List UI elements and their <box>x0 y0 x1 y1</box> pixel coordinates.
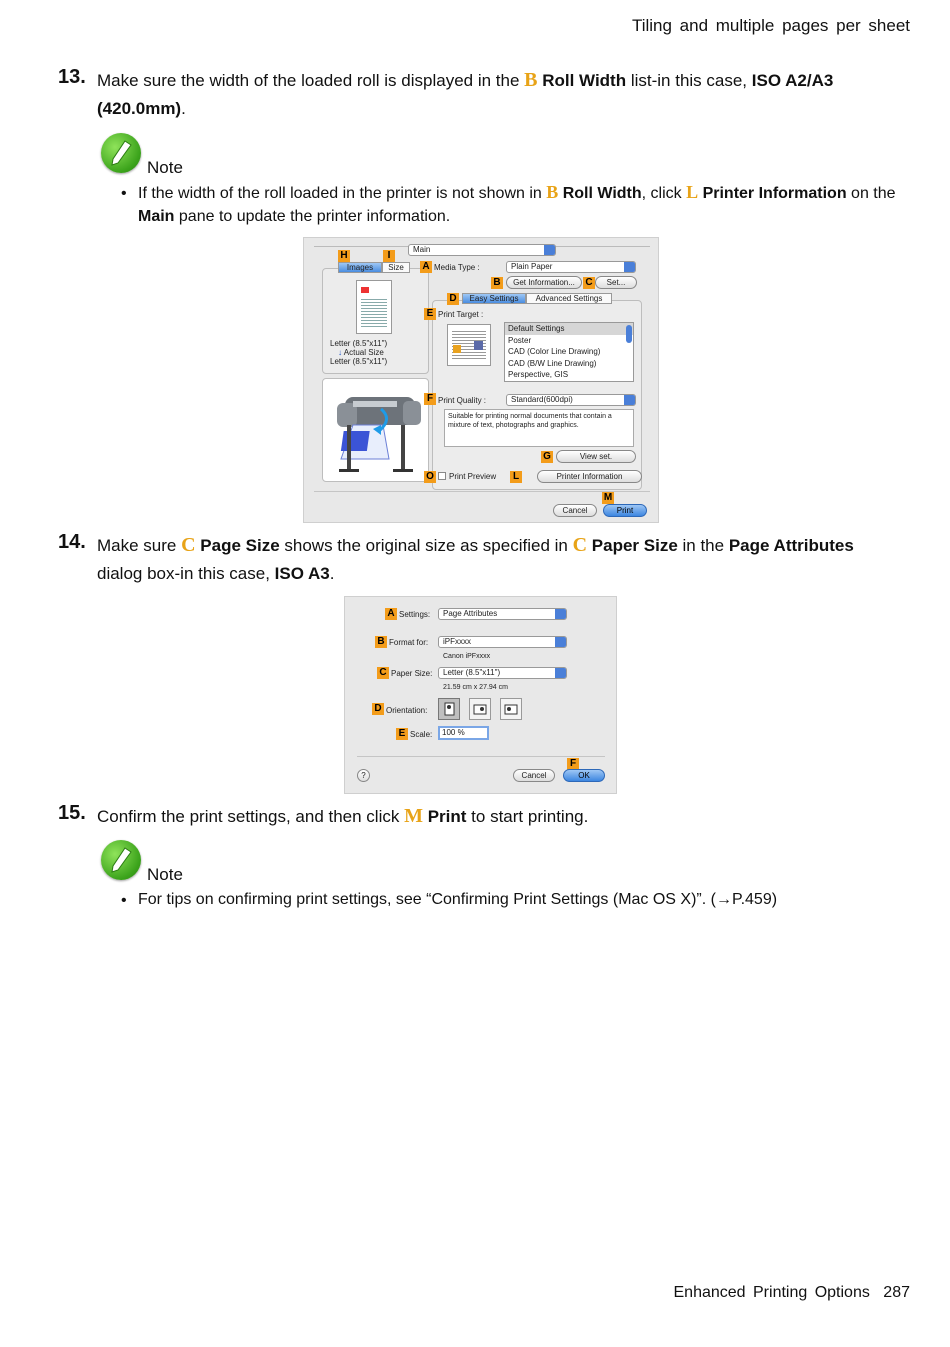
size-info-arrow: ↓ Actual Size <box>338 348 384 357</box>
list-scrollbar[interactable] <box>626 325 632 343</box>
set-button[interactable]: Set... <box>595 276 637 289</box>
label-a: A <box>420 261 432 273</box>
label-f: F <box>424 393 436 405</box>
print-target-label: Print Target : <box>438 310 484 319</box>
running-footer <box>674 1284 911 1302</box>
settings-label: Settings: <box>399 610 431 619</box>
print-quality-label: Print Quality : <box>438 396 487 405</box>
paper-size-sub: 21.59 cm x 27.94 cm <box>443 684 508 691</box>
help-button[interactable]: ? <box>357 769 370 782</box>
target-thumbnail <box>447 324 491 366</box>
format-select[interactable]: iPFxxxx <box>438 636 567 648</box>
print-target-list[interactable] <box>504 322 634 382</box>
label-c: C <box>583 277 595 289</box>
settings-select[interactable]: Page Attributes <box>438 608 567 620</box>
label-c: C <box>377 667 389 679</box>
tab-easy-settings[interactable]: Easy Settings <box>462 293 526 304</box>
page-attributes-screenshot <box>344 596 617 794</box>
note-pencil-icon <box>101 133 141 173</box>
printer-information-button[interactable]: Printer Information <box>537 470 642 483</box>
note-label: Note <box>147 865 183 884</box>
print-quality-select[interactable]: Standard(600dpi) <box>506 394 636 406</box>
bullet: • <box>121 892 127 909</box>
print-preview-checkbox[interactable] <box>438 472 446 480</box>
tab-size[interactable]: Size <box>382 262 410 273</box>
list-item[interactable]: CAD (Color Line Drawing) <box>508 347 601 356</box>
label-d: D <box>372 703 384 715</box>
step-13-text: Make sure the width of the loaded roll is displayed in the B Roll Width list-in this case, ISO A2/A3 (420.0mm). <box>97 69 834 118</box>
format-label: Format for: <box>389 638 429 647</box>
cancel-button[interactable]: Cancel <box>553 504 597 517</box>
print-button[interactable]: Print <box>603 504 647 517</box>
label-b: B <box>375 636 387 648</box>
tab-advanced-settings[interactable]: Advanced Settings <box>526 293 612 304</box>
view-set-button[interactable]: View set. <box>556 450 636 463</box>
orientation-portrait-icon[interactable] <box>438 698 460 720</box>
orientation-landscape-icon[interactable] <box>469 698 491 720</box>
footer-section: Enhanced Printing Options <box>673 1284 870 1301</box>
format-sub: Canon iPFxxxx <box>443 653 491 660</box>
label-h: H <box>338 250 350 262</box>
bullet: • <box>121 185 127 202</box>
label-e: E <box>424 308 436 320</box>
printer-illustration <box>322 378 429 482</box>
cancel-button[interactable]: Cancel <box>513 769 555 782</box>
orientation-reverse-landscape-icon[interactable] <box>500 698 522 720</box>
page-thumbnail <box>356 280 392 334</box>
list-item[interactable]: Default Settings <box>505 323 633 335</box>
media-type-select[interactable]: Plain Paper <box>506 261 636 273</box>
page-number: 287 <box>883 1284 910 1301</box>
label-a: A <box>385 608 397 620</box>
tab-images[interactable]: Images <box>338 262 382 273</box>
step-15-number: 15. <box>58 802 86 824</box>
note-1-text: If the width of the roll loaded in the printer is not shown in B Roll Width, click L Printer Information on the Main pane to update the printer information. <box>138 182 896 225</box>
ref-letter-b: B <box>524 69 538 91</box>
note-label: Note <box>147 158 183 177</box>
label-o: O <box>424 471 436 483</box>
pane-select[interactable]: Main <box>408 244 556 256</box>
media-type-label: Media Type : <box>434 263 480 272</box>
size-info-source: Letter (8.5"x11") <box>330 339 388 348</box>
running-header: Tiling and multiple pages per sheet <box>631 16 910 35</box>
step-14-number: 14. <box>58 531 86 553</box>
label-g: G <box>541 451 553 463</box>
paper-size-label: Paper Size: <box>391 669 433 678</box>
label-f: F <box>567 758 579 770</box>
step-13-number: 13. <box>58 66 86 88</box>
label-e: E <box>396 728 408 740</box>
label-d: D <box>447 293 459 305</box>
step-14-text: Make sure C Page Size shows the original size as specified in C Paper Size in the Page Attributes dialog box-in this case, ISO A3. <box>97 534 854 583</box>
note-pencil-icon <box>101 840 141 880</box>
label-m: M <box>603 492 613 503</box>
scale-input[interactable]: 100 % <box>438 726 489 740</box>
orientation-label: Orientation: <box>386 706 428 715</box>
list-item[interactable]: Poster <box>508 335 532 345</box>
print-dialog-screenshot <box>303 237 659 523</box>
print-preview-label: Print Preview <box>449 472 497 481</box>
label-b: B <box>491 277 503 289</box>
label-l: L <box>510 471 522 483</box>
paper-size-select[interactable]: Letter (8.5"x11") <box>438 667 567 679</box>
list-item[interactable]: Perspective, GIS <box>508 370 569 379</box>
note-2-text: For tips on confirming print settings, see “Confirming Print Settings (Mac OS X)”. (→P.459) <box>138 891 778 908</box>
quality-description: Suitable for printing normal documents that contain a mixture of text, photographs and graphics. <box>444 409 634 447</box>
get-information-button[interactable]: Get Information... <box>506 276 582 289</box>
scale-label: Scale: <box>410 730 433 739</box>
step-15-text: Confirm the print settings, and then click M Print to start printing. <box>97 805 589 827</box>
ok-button[interactable]: OK <box>563 769 605 782</box>
list-item[interactable]: CAD (B/W Line Drawing) <box>508 358 597 368</box>
label-i: I <box>383 250 395 262</box>
size-info-output: Letter (8.5"x11") <box>330 357 388 366</box>
